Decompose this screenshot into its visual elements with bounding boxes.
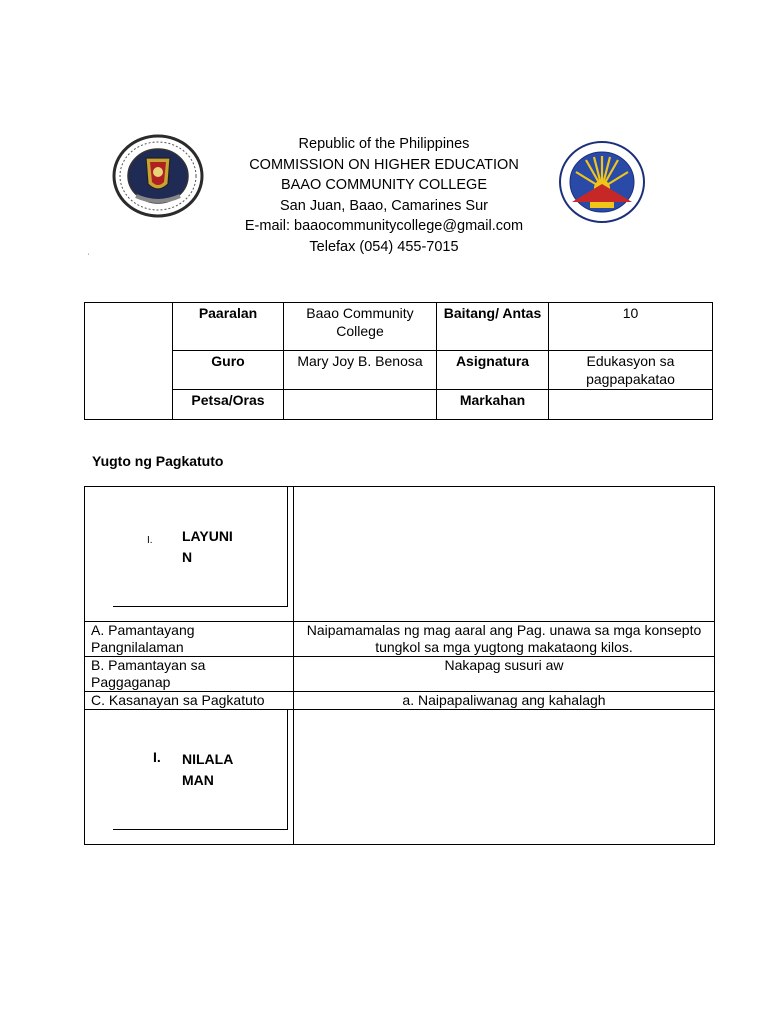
nilalaman-line-1: NILALA: [182, 751, 234, 767]
layunin-heading-cell: [85, 487, 294, 622]
nilalaman-numeral: I.: [153, 749, 161, 765]
header-republic: Republic of the Philippines: [298, 136, 470, 152]
header-college: BAAO COMMUNITY COLLEGE: [281, 177, 487, 193]
baitang-value: 10: [549, 303, 713, 351]
paaralan-label: Paaralan: [173, 303, 284, 351]
nilalaman-heading-cell: [85, 710, 294, 845]
lesson-info-table: [84, 302, 713, 420]
row-c-value: a. Naipapaliwanag ang kahalagh: [294, 692, 715, 710]
layunin-numeral: I.: [147, 535, 153, 546]
letterhead: [220, 134, 548, 257]
row-c-label: C. Kasanayan sa Pagkatuto: [85, 692, 294, 710]
row-a-value: Naipamamalas ng mag aaral ang Pag. unawa sa mga konsepto tungkol sa mga yugtong makataong kilos.: [294, 622, 715, 657]
layunin-content-cell: [294, 487, 715, 622]
asignatura-value: Edukasyon sa pagpapakatao: [549, 351, 713, 390]
petsa-value: [284, 390, 437, 420]
college-seal-logo: [106, 128, 208, 224]
layunin-heading: [182, 526, 252, 568]
header-email: E-mail: baaocommunitycollege@gmail.com: [244, 218, 524, 234]
layunin-line-2: N: [182, 549, 193, 565]
asignatura-label: Asignatura: [437, 351, 549, 390]
guro-value: Mary Joy B. Benosa: [284, 351, 437, 390]
header-address: San Juan, Baao, Camarines Sur: [280, 197, 488, 214]
guro-label: Guro: [173, 351, 284, 390]
header-commission: COMMISSION ON HIGHER EDUCATION: [249, 156, 519, 173]
markahan-value: [549, 390, 713, 420]
info-blank-cell: [85, 303, 173, 420]
stray-mark: ': [88, 254, 90, 260]
baitang-label: Baitang/ Antas: [437, 303, 549, 351]
row-a-label: A. Pamantayang Pangnilalaman: [85, 622, 294, 657]
row-b-label: B. Pamantayan sa Paggaganap: [85, 657, 294, 692]
header-telefax: Telefax (054) 455-7015: [309, 238, 459, 255]
petsa-label: Petsa/Oras: [173, 390, 284, 420]
section-title: Yugto ng Pagkatuto: [92, 453, 224, 469]
nilalaman-content-cell: [294, 710, 715, 845]
paaralan-value: Baao Community College: [284, 303, 437, 351]
markahan-label: Markahan: [437, 390, 549, 420]
nilalaman-line-2: MAN: [182, 772, 214, 788]
learning-stages-table: [84, 486, 715, 845]
row-b-value: Nakapag susuri aw: [294, 657, 715, 692]
ched-seal-logo: [556, 140, 648, 224]
nilalaman-heading: [182, 749, 252, 791]
layunin-line-1: LAYUNI: [182, 528, 233, 544]
